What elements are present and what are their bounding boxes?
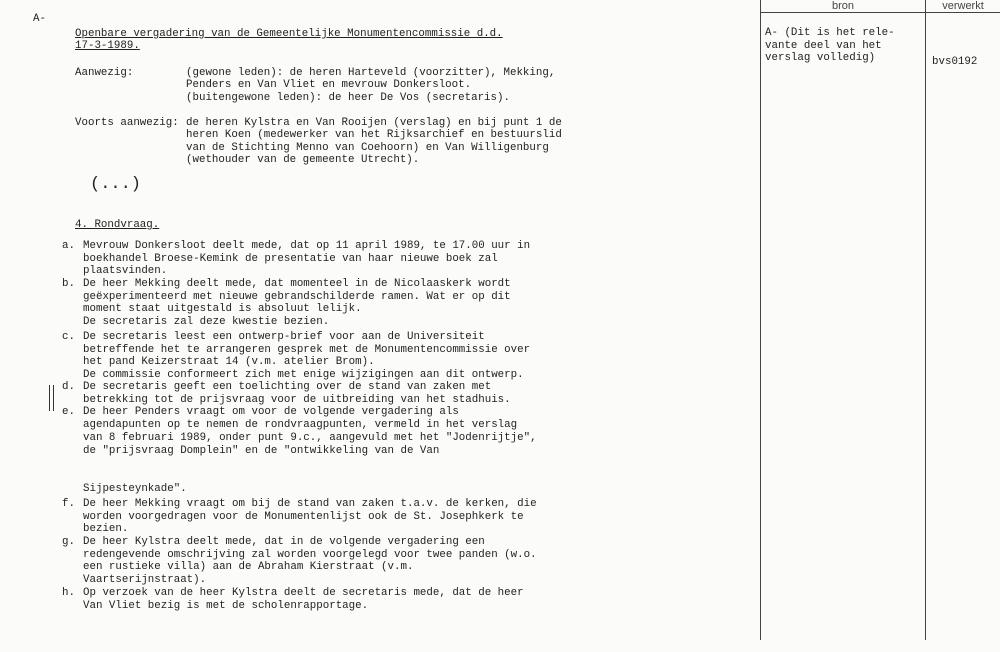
table-divider	[925, 0, 926, 640]
item-letter: g.	[62, 536, 75, 548]
item-letter: e.	[62, 406, 75, 418]
ellipsis: (...)	[90, 175, 142, 194]
aanwezig-line: (gewone leden): de heren Harteveld (voorzitter), Mekking,	[186, 67, 556, 79]
voorts-line: van de Stichting Menno van Coehoorn) en Van Willigenburg	[186, 142, 549, 154]
title-line-1: Openbare vergadering van de Gemeentelijke Monumentencommissie d.d.	[75, 28, 503, 40]
item-letter: h.	[62, 587, 75, 599]
column-header-bron: bron	[831, 0, 855, 12]
item-letter: f.	[62, 498, 75, 510]
bron-note: A- (Dit is het rele- vante deel van het verslag volledig)	[765, 27, 895, 64]
margin-mark: A-	[33, 13, 46, 25]
table-divider	[760, 0, 761, 640]
voorts-line: de heren Kylstra en Van Rooijen (verslag) en bij punt 1 de	[186, 117, 562, 129]
item-text: De heer Mekking vraagt om bij de stand van zaken t.a.v. de kerken, die worden voorgedragen voor de Monumentenlijst ook de St. Josephkerk te bezien.	[83, 498, 537, 535]
margin-bar	[53, 385, 54, 411]
item-text: De heer Kylstra deelt mede, dat in de volgende vergadering een redengevende omschrijving zal worden voorgelegd voor twee panden (w.o. een rustieke villa) aan de Abraham Kierstraat (v.m. Vaartserijnstraat).	[83, 536, 537, 586]
item-text: Op verzoek van de heer Kylstra deelt de secretaris mede, dat de heer Van Vliet bezig is met de scholenrapportage.	[83, 587, 524, 612]
item-letter: c.	[62, 331, 75, 343]
item-letter: d.	[62, 381, 75, 393]
verwerkt-code: bvs0192	[932, 56, 978, 68]
section-heading: 4. Rondvraag.	[75, 219, 160, 231]
voorts-line: (wethouder van de gemeente Utrecht).	[186, 154, 420, 166]
table-header-rule	[760, 12, 1000, 13]
voorts-line: heren Koen (medewerker van het Rijksarchief en bestuurslid	[186, 129, 562, 141]
margin-bar	[49, 385, 50, 411]
item-text: Mevrouw Donkersloot deelt mede, dat op 11 april 1989, te 17.00 uur in boekhandel Broese-Kemink de presentatie van haar nieuwe boek zal plaatsvinden.	[83, 240, 531, 277]
aanwezig-line: Penders en Van Vliet en mevrouw Donkersloot.	[186, 79, 472, 91]
aanwezig-label: Aanwezig:	[75, 67, 134, 79]
item-letter: a.	[62, 240, 75, 252]
item-letter: b.	[62, 278, 75, 290]
item-text: De heer Penders vraagt om voor de volgende vergadering als agendapunten op te nemen de rondvraagpunten, vermeld in het verslag van 8 februari 1989, onder punt 9.c., aangevuld met het "Jodenrijtje", de "prijsvraag Domplein" en de "ontwikkeling van de Van Sijpesteynkade".	[83, 406, 537, 496]
item-text: De secretaris geeft een toelichting over de stand van zaken met betrekking tot de prijsvraag voor de uitbreiding van het stadhuis.	[83, 381, 511, 406]
title-line-2: 17-3-1989.	[75, 40, 140, 52]
aanwezig-line: (buitengewone leden): de heer De Vos (secretaris).	[186, 92, 510, 104]
voorts-label: Voorts aanwezig:	[75, 117, 179, 129]
item-text: De secretaris leest een ontwerp-brief voor aan de Universiteit betreffende het te arrangeren gesprek met de Monumentencommissie over het pand Keizerstraat 14 (v.m. atelier Brom). De commissie conformeert zich met enige wijzigingen aan dit ontwerp.	[83, 331, 531, 381]
item-text: De heer Mekking deelt mede, dat momenteel in de Nicolaaskerk wordt geëxperimenteerd met nieuwe gebrandschilderde ramen. Wat er op dit moment staat uitgestald is absoluut lelijk. De secretaris zal deze kwestie bezien.	[83, 278, 511, 328]
column-header-verwerkt: verwerkt	[942, 0, 984, 12]
